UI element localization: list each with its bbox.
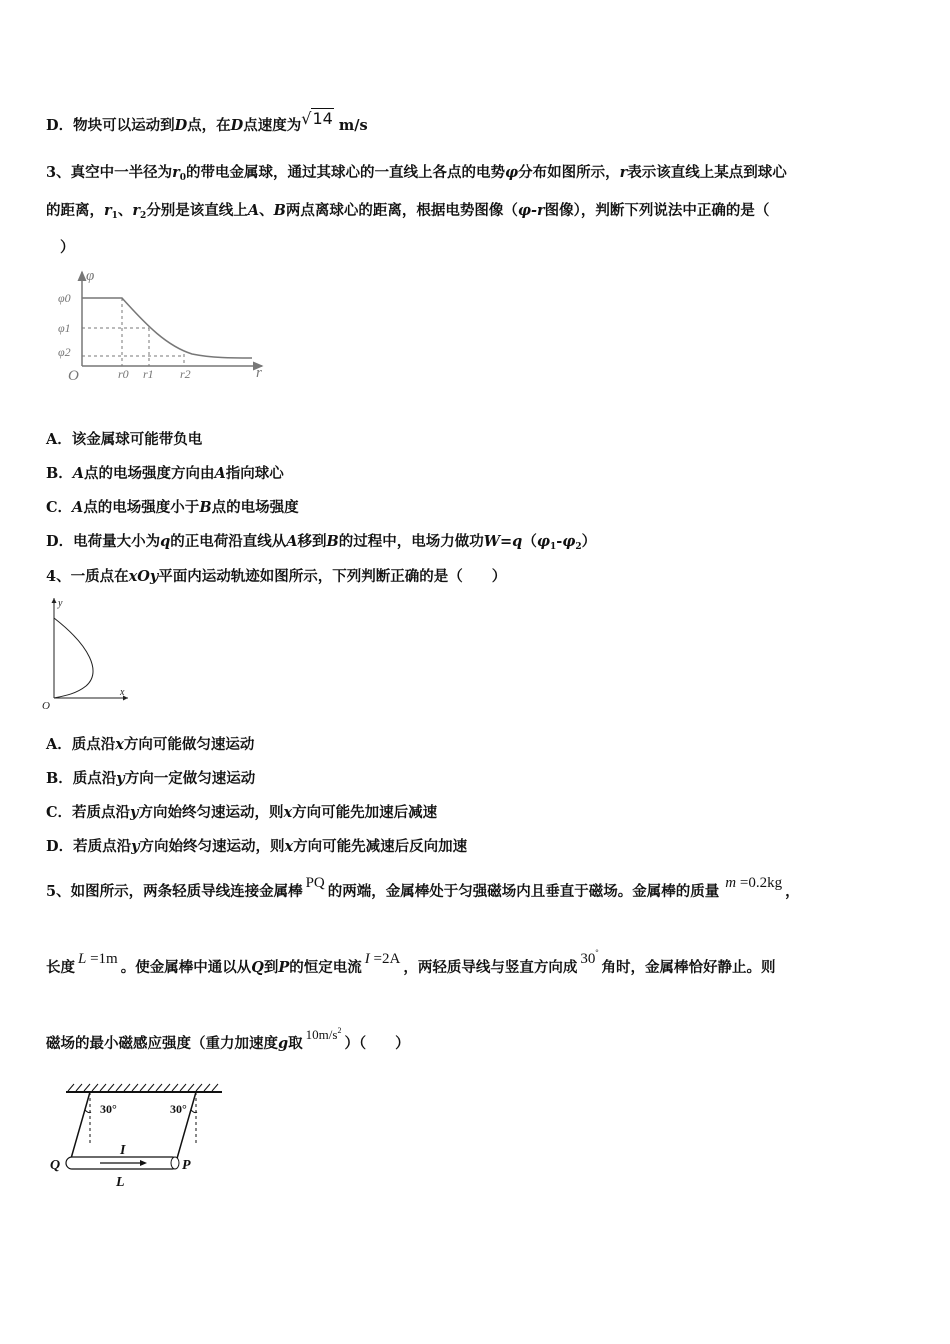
x-axis-label: r bbox=[256, 365, 262, 381]
q2-option-d: D．物块可以运动到D点，在D点速度为√14 m/s bbox=[46, 109, 368, 134]
tick-r0: r0 bbox=[118, 367, 129, 381]
x-axis-label: x bbox=[120, 687, 125, 698]
q4-option-c: C．若质点沿y方向始终匀速运动，则x方向可能先加速后减速 bbox=[46, 804, 438, 821]
y-axis-label: φ bbox=[86, 268, 95, 284]
q5-stem-line3: 磁场的最小磁感应强度（重力加速度g取$10m/s^2$）（ ） bbox=[46, 1026, 410, 1052]
q5-rod-diagram bbox=[44, 1082, 234, 1192]
q3-stem-line2: 的距离，$r_1$、$r_2$分别是该直线上A、B两点离球心的距离，根据电势图像（φ-r图像），判断下列说法中正确的是（ bbox=[46, 202, 770, 221]
q4-stem: 4、一质点在xOy平面内运动轨迹如图所示，下列判断正确的是（ ） bbox=[46, 568, 507, 585]
tick-r2: r2 bbox=[180, 367, 191, 381]
q3-option-a: A．该金属球可能带负电 bbox=[46, 431, 203, 448]
ceiling-hatching bbox=[68, 1084, 218, 1091]
origin-label: O bbox=[68, 368, 79, 384]
tick-phi1: φ1 bbox=[58, 321, 71, 335]
q3-stem-line3: ） bbox=[60, 239, 75, 256]
left-wire bbox=[70, 1092, 90, 1162]
tick-phi2: φ2 bbox=[58, 345, 71, 359]
q3-option-d: D．电荷量大小为q的正电荷沿直线从A移到B的过程中，电场力做功$W=q(\varphi_1-\varphi_2)$ bbox=[46, 533, 597, 552]
y-axis-label: y bbox=[58, 598, 63, 609]
angle-label-left: 30° bbox=[100, 1102, 117, 1116]
q3-stem-line1: 3、真空中一半径为$r_0$的带电金属球，通过其球心的一直线上各点的电势φ分布如图所示，r表示该直线上某点到球心 bbox=[46, 164, 787, 183]
q5-stem-line2: 长度 L =1m 。使金属棒中通以从Q到P的恒定电流 I =2A ，两轻质导线与竖直方向成 30°角时，金属棒恰好静止。则 bbox=[46, 948, 776, 976]
q4-option-d: D．若质点沿y方向始终匀速运动，则x方向可能先减速后反向加速 bbox=[46, 838, 468, 855]
angle-label-right: 30° bbox=[170, 1102, 187, 1116]
label-I: I bbox=[120, 1143, 126, 1158]
q3-phi-r-graph bbox=[52, 266, 272, 386]
q4-trajectory-graph bbox=[40, 594, 140, 714]
q3-option-c: C．A点的电场强度小于B点的电场强度 bbox=[46, 499, 299, 516]
label-Q: Q bbox=[50, 1158, 61, 1173]
tick-r1: r1 bbox=[143, 367, 154, 381]
label-L: L bbox=[116, 1175, 125, 1190]
tick-phi0: φ0 bbox=[58, 291, 71, 305]
label-P: P bbox=[182, 1158, 191, 1173]
trajectory-curve bbox=[54, 618, 93, 698]
q3-option-b: B．A点的电场强度方向由A指向球心 bbox=[46, 465, 284, 482]
origin-label: O bbox=[42, 700, 50, 712]
q5-stem-line1: 5、如图所示，两条轻质导线连接金属棒 PQ 的两端，金属棒处于匀强磁场内且垂直于磁场。金属棒的质量 m =0.2kg ， bbox=[46, 875, 800, 900]
q4-option-a: A．质点沿x方向可能做匀速运动 bbox=[46, 736, 255, 753]
q4-option-b: B．质点沿y方向一定做匀速运动 bbox=[46, 770, 256, 787]
sqrt-expression: √14 bbox=[301, 109, 333, 128]
